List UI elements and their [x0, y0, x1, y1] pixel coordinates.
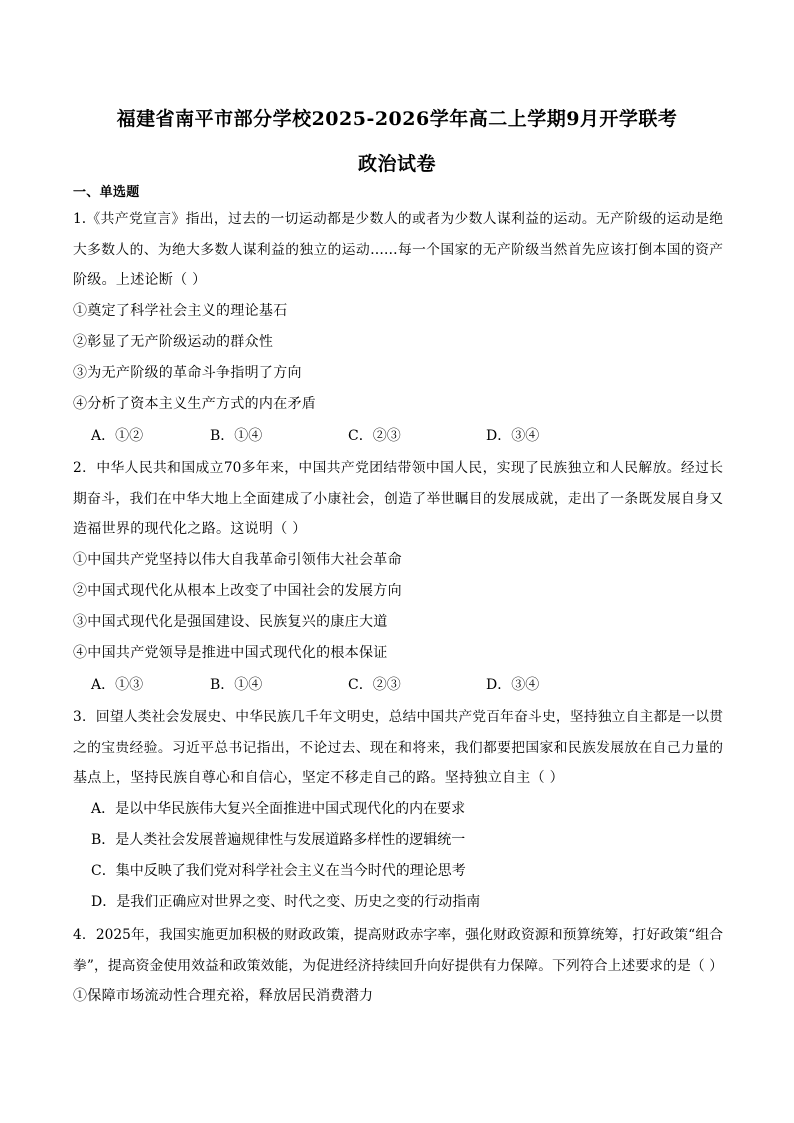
q2-stem-line: 2．中华人民共和国成立70多年来，中国共产党团结带领中国人民，实现了民族独立和人民解放。经过长	[73, 460, 723, 476]
q1-statement: ④分析了资本主义生产方式的内在矛盾	[73, 396, 317, 412]
q1-stem-line: 大多数人的、为绝大多数人谋利益的独立的运动……每一个国家的无产阶级当然首先应该打倒本国的资产	[73, 242, 723, 258]
q3-option-c[interactable]: C．集中反映了我们党对科学社会主义在当今时代的理论思考	[91, 863, 466, 879]
q1-option-b[interactable]: B．①④	[210, 428, 263, 444]
q2-statement: ②中国式现代化从根本上改变了中国社会的发展方向	[73, 583, 402, 599]
q1-statement: ③为无产阶级的革命斗争指明了方向	[73, 365, 302, 381]
q2-option-b[interactable]: B．①④	[210, 677, 263, 693]
q1-stem-line: 1.《共产党宣言》指出，过去的一切运动都是少数人的或者为少数人谋利益的运动。无产阶级的运动是绝	[73, 211, 723, 227]
q3-stem-line: 之的宝贵经验。习近平总书记指出，不论过去、现在和将来，我们都要把国家和民族发展放在自己力量的	[73, 740, 723, 756]
q4-statement: ①保障市场流动性合理充裕，释放居民消费潜力	[73, 988, 374, 1004]
q1-statement: ②彰显了无产阶级运动的群众性	[73, 334, 274, 350]
q1-option-a[interactable]: A．①②	[91, 428, 144, 444]
q2-statement: ③中国式现代化是强国建设、民族复兴的康庄大道	[73, 614, 388, 630]
q2-statement: ①中国共产党坚持以伟大自我革命引领伟大社会革命	[73, 552, 402, 568]
q1-option-d[interactable]: D．③④	[486, 428, 540, 444]
exam-subject: 政治试卷	[357, 153, 436, 175]
q2-option-d[interactable]: D．③④	[486, 677, 540, 693]
q3-option-d[interactable]: D．是我们正确应对世界之变、时代之变、历史之变的行动指南	[91, 894, 481, 910]
q4-stem-line: 拳”，提高资金使用效益和政策效能，为促进经济持续回升向好提供有力保障。下列符合上述要求的是（ ）	[73, 958, 723, 974]
q2-stem-line: 造福世界的现代化之路。这说明（ ）	[73, 521, 307, 537]
q2-statement: ④中国共产党领导是推进中国式现代化的根本保证	[73, 645, 388, 661]
q3-option-a[interactable]: A．是以中华民族伟大复兴全面推进中国式现代化的内在要求	[91, 801, 466, 817]
q3-option-b[interactable]: B．是人类社会发展普遍规律性与发展道路多样性的逻辑统一	[91, 832, 466, 848]
q2-option-c[interactable]: C．②③	[348, 677, 401, 693]
q2-option-a[interactable]: A．①③	[91, 677, 144, 693]
q2-stem-line: 期奋斗，我们在中华大地上全面建成了小康社会，创造了举世瞩目的发展成就，走出了一条既发展自身又	[73, 491, 723, 507]
q4-stem-line: 4．2025年，我国实施更加积极的财政政策，提高财政赤字率，强化财政资源和预算统筹，打好政策“组合	[73, 927, 723, 943]
q1-option-c[interactable]: C．②③	[348, 428, 401, 444]
q3-stem-line: 基点上，坚持民族自尊心和自信心，坚定不移走自己的路。坚持独立自主（ ）	[73, 770, 564, 786]
q3-stem-line: 3．回望人类社会发展史、中华民族几千年文明史，总结中国共产党百年奋斗史，坚持独立自主都是一以贯	[73, 709, 723, 725]
q1-statement: ①奠定了科学社会主义的理论基石	[73, 303, 288, 319]
section-heading: 一、单选题	[73, 185, 140, 200]
exam-title: 福建省南平市部分学校2025-2026学年高二上学期9月开学联考	[116, 108, 678, 130]
q1-stem-line: 阶级。上述论断（ ）	[73, 272, 207, 288]
